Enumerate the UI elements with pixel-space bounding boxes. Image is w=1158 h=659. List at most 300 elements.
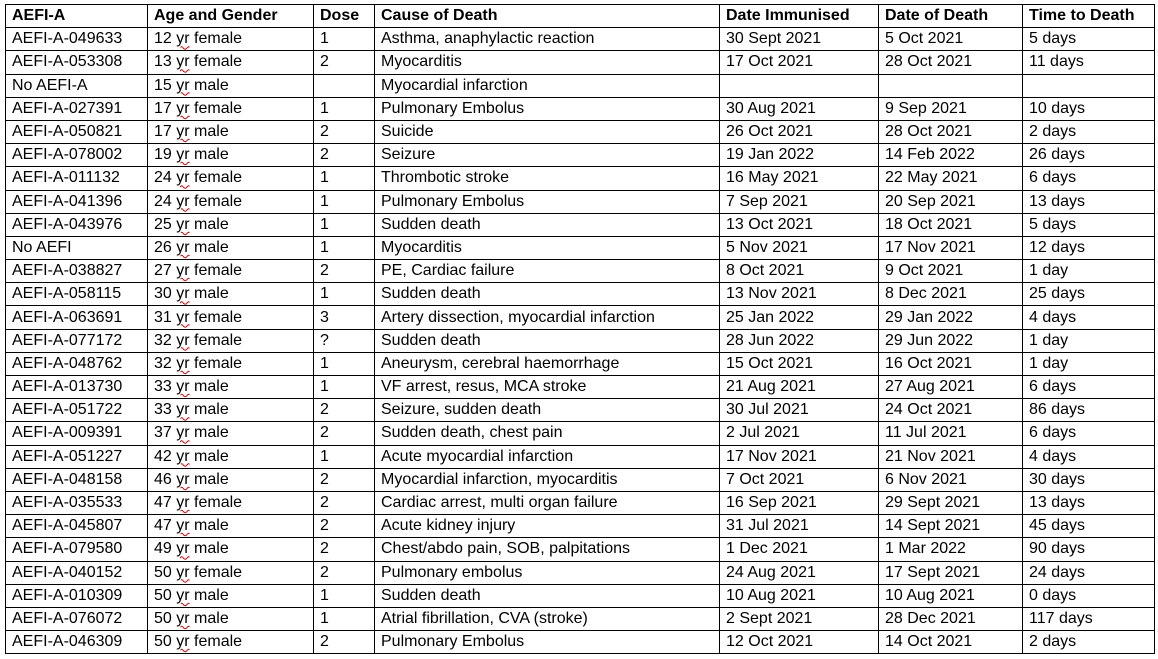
cell-aefi-id: AEFI-A-045807	[6, 515, 148, 538]
cell-aefi-id: AEFI-A-013730	[6, 376, 148, 399]
cell-cause: Seizure	[375, 144, 720, 167]
cell-cause: Sudden death, chest pain	[375, 422, 720, 445]
gender-value: male	[194, 424, 229, 442]
cell-cause: Acute myocardial infarction	[375, 445, 720, 468]
cell-age-gender	[148, 28, 314, 51]
cell-age-gender	[148, 538, 314, 561]
cell-dose: 1	[314, 445, 375, 468]
cell-cause: Sudden death	[375, 213, 720, 236]
gender-value: male	[194, 401, 229, 419]
cell-cause: Pulmonary embolus	[375, 561, 720, 584]
cell-date-immunised: 30 Aug 2021	[720, 97, 879, 120]
cell-dose: 2	[314, 515, 375, 538]
cell-date-of-death: 29 Jun 2022	[879, 329, 1023, 352]
cell-date-of-death: 1 Mar 2022	[879, 538, 1023, 561]
age-unit: yr	[176, 238, 190, 256]
cell-age-gender	[148, 607, 314, 630]
cell-cause: Sudden death	[375, 584, 720, 607]
cell-aefi-id: AEFI-A-048762	[6, 352, 148, 375]
cell-date-of-death: 17 Nov 2021	[879, 236, 1023, 259]
cell-aefi-id: AEFI-A-051722	[6, 399, 148, 422]
cell-age-gender	[148, 51, 314, 74]
table-row	[6, 538, 1155, 561]
age-unit: yr	[176, 633, 190, 651]
gender-value: female	[194, 633, 243, 651]
cell-age-gender	[148, 376, 314, 399]
cell-date-immunised: 2 Jul 2021	[720, 422, 879, 445]
cell-age-gender	[148, 631, 314, 654]
cell-age-gender	[148, 399, 314, 422]
cell-cause: PE, Cardiac failure	[375, 260, 720, 283]
cell-dose: 1	[314, 352, 375, 375]
gender-value: male	[194, 215, 229, 233]
cell-time-to-death: 6 days	[1023, 422, 1155, 445]
cell-cause: Chest/abdo pain, SOB, palpitations	[375, 538, 720, 561]
cell-time-to-death: 90 days	[1023, 538, 1155, 561]
cell-date-of-death: 20 Sep 2021	[879, 190, 1023, 213]
cell-date-immunised: 13 Oct 2021	[720, 213, 879, 236]
cell-date-immunised: 17 Oct 2021	[720, 51, 879, 74]
cell-time-to-death: 1 day	[1023, 329, 1155, 352]
cell-time-to-death: 1 day	[1023, 260, 1155, 283]
cell-date-of-death: 17 Sept 2021	[879, 561, 1023, 584]
age-value: 15	[154, 76, 172, 94]
cell-time-to-death: 6 days	[1023, 167, 1155, 190]
cell-cause: Pulmonary Embolus	[375, 190, 720, 213]
cell-date-immunised: 2 Sept 2021	[720, 607, 879, 630]
cell-dose: 1	[314, 607, 375, 630]
age-unit: yr	[176, 609, 190, 627]
cell-cause: Pulmonary Embolus	[375, 97, 720, 120]
cell-cause: Asthma, anaphylactic reaction	[375, 28, 720, 51]
cell-aefi-id: AEFI-A-041396	[6, 190, 148, 213]
gender-value: male	[194, 238, 229, 256]
age-value: 17	[154, 123, 172, 141]
cell-age-gender	[148, 260, 314, 283]
age-value: 50	[154, 563, 172, 581]
table-row	[6, 376, 1155, 399]
cell-date-of-death: 16 Oct 2021	[879, 352, 1023, 375]
age-unit: yr	[176, 517, 190, 535]
table-row	[6, 399, 1155, 422]
cell-age-gender	[148, 74, 314, 97]
age-value: 17	[154, 99, 172, 117]
table-row	[6, 260, 1155, 283]
table-row	[6, 515, 1155, 538]
cell-aefi-id: AEFI-A-079580	[6, 538, 148, 561]
cell-age-gender	[148, 584, 314, 607]
cell-age-gender	[148, 120, 314, 143]
cell-date-of-death	[879, 74, 1023, 97]
gender-value: female	[194, 494, 243, 512]
cell-age-gender	[148, 352, 314, 375]
cell-aefi-id: AEFI-A-043976	[6, 213, 148, 236]
age-unit: yr	[176, 285, 190, 303]
cell-aefi-id: AEFI-A-010309	[6, 584, 148, 607]
cell-aefi-id: AEFI-A-046309	[6, 631, 148, 654]
cell-cause: Myocarditis	[375, 236, 720, 259]
cell-cause: Cardiac arrest, multi organ failure	[375, 491, 720, 514]
cell-date-immunised: 5 Nov 2021	[720, 236, 879, 259]
cell-date-immunised: 10 Aug 2021	[720, 584, 879, 607]
cell-dose: 2	[314, 120, 375, 143]
age-unit: yr	[176, 215, 190, 233]
table-row	[6, 561, 1155, 584]
cell-time-to-death: 5 days	[1023, 213, 1155, 236]
gender-value: male	[194, 378, 229, 396]
cell-date-immunised: 19 Jan 2022	[720, 144, 879, 167]
age-value: 46	[154, 470, 172, 488]
header-dose: Dose	[314, 5, 375, 28]
cell-age-gender	[148, 236, 314, 259]
cell-aefi-id: AEFI-A-011132	[6, 167, 148, 190]
cell-date-of-death: 6 Nov 2021	[879, 468, 1023, 491]
age-value: 50	[154, 633, 172, 651]
cell-dose: 2	[314, 51, 375, 74]
cell-date-of-death: 5 Oct 2021	[879, 28, 1023, 51]
cell-cause: Artery dissection, myocardial infarction	[375, 306, 720, 329]
age-unit: yr	[176, 378, 190, 396]
table-row	[6, 468, 1155, 491]
age-value: 37	[154, 424, 172, 442]
cell-aefi-id: AEFI-A-078002	[6, 144, 148, 167]
age-value: 24	[154, 192, 172, 210]
table-row	[6, 491, 1155, 514]
cell-date-immunised: 16 May 2021	[720, 167, 879, 190]
cell-dose: 2	[314, 468, 375, 491]
cell-time-to-death: 2 days	[1023, 120, 1155, 143]
cell-time-to-death: 4 days	[1023, 306, 1155, 329]
cell-dose: 2	[314, 422, 375, 445]
gender-value: male	[194, 285, 229, 303]
age-value: 33	[154, 378, 172, 396]
table-row	[6, 213, 1155, 236]
table-row	[6, 445, 1155, 468]
age-value: 13	[154, 53, 172, 71]
cell-dose: 1	[314, 213, 375, 236]
cell-date-immunised: 31 Jul 2021	[720, 515, 879, 538]
cell-date-of-death: 14 Feb 2022	[879, 144, 1023, 167]
cell-dose: 1	[314, 236, 375, 259]
age-unit: yr	[176, 331, 190, 349]
age-value: 47	[154, 517, 172, 535]
age-value: 19	[154, 146, 172, 164]
cell-date-immunised: 7 Oct 2021	[720, 468, 879, 491]
gender-value: male	[194, 470, 229, 488]
age-unit: yr	[176, 401, 190, 419]
age-value: 25	[154, 215, 172, 233]
age-unit: yr	[176, 76, 190, 94]
cell-aefi-id: AEFI-A-049633	[6, 28, 148, 51]
table-row	[6, 74, 1155, 97]
table-row	[6, 352, 1155, 375]
gender-value: male	[194, 540, 229, 558]
cell-cause: Myocardial infarction, myocarditis	[375, 468, 720, 491]
cell-date-of-death: 24 Oct 2021	[879, 399, 1023, 422]
age-value: 27	[154, 262, 172, 280]
table-row	[6, 422, 1155, 445]
cell-aefi-id: AEFI-A-027391	[6, 97, 148, 120]
cell-date-immunised: 21 Aug 2021	[720, 376, 879, 399]
age-value: 32	[154, 331, 172, 349]
cell-date-of-death: 18 Oct 2021	[879, 213, 1023, 236]
cell-dose: 1	[314, 376, 375, 399]
table-row	[6, 631, 1155, 654]
cell-date-of-death: 29 Jan 2022	[879, 306, 1023, 329]
cell-age-gender	[148, 561, 314, 584]
cell-date-immunised	[720, 74, 879, 97]
cell-date-of-death: 28 Oct 2021	[879, 120, 1023, 143]
cell-age-gender	[148, 190, 314, 213]
cell-aefi-id: AEFI-A-050821	[6, 120, 148, 143]
age-unit: yr	[176, 146, 190, 164]
cell-cause: Atrial fibrillation, CVA (stroke)	[375, 607, 720, 630]
age-unit: yr	[176, 586, 190, 604]
cell-time-to-death: 25 days	[1023, 283, 1155, 306]
table-row	[6, 329, 1155, 352]
cell-dose: 1	[314, 190, 375, 213]
age-value: 26	[154, 238, 172, 256]
gender-value: male	[194, 586, 229, 604]
age-value: 50	[154, 586, 172, 604]
cell-aefi-id: AEFI-A-038827	[6, 260, 148, 283]
cell-time-to-death	[1023, 74, 1155, 97]
age-value: 49	[154, 540, 172, 558]
age-unit: yr	[176, 563, 190, 581]
table-row	[6, 28, 1155, 51]
cell-date-of-death: 21 Nov 2021	[879, 445, 1023, 468]
header-row	[6, 5, 1155, 28]
age-unit: yr	[176, 424, 190, 442]
cell-time-to-death: 4 days	[1023, 445, 1155, 468]
header-date-of-death: Date of Death	[879, 5, 1023, 28]
header-date-immunised: Date Immunised	[720, 5, 879, 28]
cell-date-immunised: 15 Oct 2021	[720, 352, 879, 375]
cell-cause: Seizure, sudden death	[375, 399, 720, 422]
cell-date-immunised: 16 Sep 2021	[720, 491, 879, 514]
header-aefi-a: AEFI-A	[6, 5, 148, 28]
cell-date-immunised: 13 Nov 2021	[720, 283, 879, 306]
cell-dose: 2	[314, 561, 375, 584]
cell-date-of-death: 8 Dec 2021	[879, 283, 1023, 306]
age-unit: yr	[176, 30, 190, 48]
cell-date-immunised: 28 Jun 2022	[720, 329, 879, 352]
cell-aefi-id: AEFI-A-051227	[6, 445, 148, 468]
age-value: 24	[154, 169, 172, 187]
age-value: 30	[154, 285, 172, 303]
cell-date-immunised: 17 Nov 2021	[720, 445, 879, 468]
cell-date-immunised: 8 Oct 2021	[720, 260, 879, 283]
cell-age-gender	[148, 213, 314, 236]
gender-value: female	[194, 30, 243, 48]
table-row	[6, 584, 1155, 607]
age-unit: yr	[176, 354, 190, 372]
table-row	[6, 236, 1155, 259]
table-row	[6, 120, 1155, 143]
header-cause: Cause of Death	[375, 5, 720, 28]
age-value: 42	[154, 447, 172, 465]
cell-dose: ?	[314, 329, 375, 352]
cell-date-immunised: 1 Dec 2021	[720, 538, 879, 561]
cell-time-to-death: 0 days	[1023, 584, 1155, 607]
age-unit: yr	[176, 99, 190, 117]
cell-date-of-death: 28 Oct 2021	[879, 51, 1023, 74]
cell-dose: 1	[314, 584, 375, 607]
cell-time-to-death: 5 days	[1023, 28, 1155, 51]
cell-date-of-death: 29 Sept 2021	[879, 491, 1023, 514]
cell-time-to-death: 2 days	[1023, 631, 1155, 654]
cell-cause: Sudden death	[375, 329, 720, 352]
cell-aefi-id: AEFI-A-048158	[6, 468, 148, 491]
age-unit: yr	[176, 192, 190, 210]
cell-time-to-death: 13 days	[1023, 190, 1155, 213]
age-unit: yr	[176, 540, 190, 558]
cell-age-gender	[148, 445, 314, 468]
cell-cause: Aneurysm, cerebral haemorrhage	[375, 352, 720, 375]
gender-value: male	[194, 123, 229, 141]
gender-value: female	[194, 262, 243, 280]
table-row	[6, 144, 1155, 167]
age-value: 32	[154, 354, 172, 372]
gender-value: male	[194, 146, 229, 164]
cell-cause: Pulmonary Embolus	[375, 631, 720, 654]
cell-age-gender	[148, 283, 314, 306]
cell-dose: 1	[314, 97, 375, 120]
cell-time-to-death: 86 days	[1023, 399, 1155, 422]
cell-cause: Thrombotic stroke	[375, 167, 720, 190]
cell-time-to-death: 10 days	[1023, 97, 1155, 120]
cell-age-gender	[148, 515, 314, 538]
age-value: 31	[154, 308, 172, 326]
cell-age-gender	[148, 167, 314, 190]
cell-time-to-death: 12 days	[1023, 236, 1155, 259]
cell-age-gender	[148, 468, 314, 491]
cell-dose: 3	[314, 306, 375, 329]
cell-date-of-death: 11 Jul 2021	[879, 422, 1023, 445]
age-value: 47	[154, 494, 172, 512]
gender-value: female	[194, 192, 243, 210]
gender-value: female	[194, 331, 243, 349]
age-value: 12	[154, 30, 172, 48]
aefi-deaths-table	[5, 4, 1155, 654]
age-unit: yr	[176, 53, 190, 71]
cell-age-gender	[148, 144, 314, 167]
gender-value: male	[194, 76, 229, 94]
table-row	[6, 190, 1155, 213]
age-value: 50	[154, 609, 172, 627]
table-row	[6, 51, 1155, 74]
age-unit: yr	[176, 308, 190, 326]
cell-aefi-id: AEFI-A-077172	[6, 329, 148, 352]
header-age-gender: Age and Gender	[148, 5, 314, 28]
gender-value: female	[194, 99, 243, 117]
gender-value: male	[194, 517, 229, 535]
cell-dose: 2	[314, 538, 375, 561]
table-row	[6, 97, 1155, 120]
cell-cause: Myocardial infarction	[375, 74, 720, 97]
age-unit: yr	[176, 169, 190, 187]
cell-cause: Acute kidney injury	[375, 515, 720, 538]
cell-cause: Suicide	[375, 120, 720, 143]
cell-aefi-id: No AEFI-A	[6, 74, 148, 97]
cell-date-immunised: 25 Jan 2022	[720, 306, 879, 329]
cell-dose	[314, 74, 375, 97]
cell-time-to-death: 11 days	[1023, 51, 1155, 74]
cell-date-immunised: 30 Jul 2021	[720, 399, 879, 422]
gender-value: male	[194, 609, 229, 627]
cell-date-immunised: 12 Oct 2021	[720, 631, 879, 654]
cell-date-of-death: 14 Oct 2021	[879, 631, 1023, 654]
table-row	[6, 306, 1155, 329]
cell-date-of-death: 9 Oct 2021	[879, 260, 1023, 283]
cell-age-gender	[148, 329, 314, 352]
age-unit: yr	[176, 262, 190, 280]
cell-aefi-id: No AEFI	[6, 236, 148, 259]
cell-date-immunised: 24 Aug 2021	[720, 561, 879, 584]
cell-aefi-id: AEFI-A-058115	[6, 283, 148, 306]
cell-age-gender	[148, 491, 314, 514]
table-row	[6, 607, 1155, 630]
cell-time-to-death: 26 days	[1023, 144, 1155, 167]
cell-age-gender	[148, 306, 314, 329]
cell-dose: 2	[314, 491, 375, 514]
gender-value: female	[194, 354, 243, 372]
cell-time-to-death: 30 days	[1023, 468, 1155, 491]
cell-aefi-id: AEFI-A-040152	[6, 561, 148, 584]
age-unit: yr	[176, 123, 190, 141]
cell-time-to-death: 117 days	[1023, 607, 1155, 630]
cell-age-gender	[148, 422, 314, 445]
cell-time-to-death: 45 days	[1023, 515, 1155, 538]
age-unit: yr	[176, 470, 190, 488]
cell-date-of-death: 10 Aug 2021	[879, 584, 1023, 607]
cell-aefi-id: AEFI-A-053308	[6, 51, 148, 74]
cell-cause: Myocarditis	[375, 51, 720, 74]
cell-age-gender	[148, 97, 314, 120]
gender-value: female	[194, 563, 243, 581]
cell-cause: VF arrest, resus, MCA stroke	[375, 376, 720, 399]
cell-date-of-death: 22 May 2021	[879, 167, 1023, 190]
age-unit: yr	[176, 494, 190, 512]
cell-date-immunised: 26 Oct 2021	[720, 120, 879, 143]
cell-aefi-id: AEFI-A-035533	[6, 491, 148, 514]
cell-dose: 1	[314, 167, 375, 190]
cell-date-of-death: 27 Aug 2021	[879, 376, 1023, 399]
cell-dose: 2	[314, 399, 375, 422]
gender-value: male	[194, 447, 229, 465]
cell-dose: 1	[314, 283, 375, 306]
gender-value: female	[194, 169, 243, 187]
cell-time-to-death: 6 days	[1023, 376, 1155, 399]
cell-dose: 1	[314, 28, 375, 51]
header-time-to-death: Time to Death	[1023, 5, 1155, 28]
cell-cause: Sudden death	[375, 283, 720, 306]
table-row	[6, 167, 1155, 190]
cell-dose: 2	[314, 144, 375, 167]
cell-date-of-death: 28 Dec 2021	[879, 607, 1023, 630]
cell-time-to-death: 1 day	[1023, 352, 1155, 375]
age-value: 33	[154, 401, 172, 419]
cell-dose: 2	[314, 260, 375, 283]
cell-date-of-death: 9 Sep 2021	[879, 97, 1023, 120]
table-row	[6, 283, 1155, 306]
cell-date-of-death: 14 Sept 2021	[879, 515, 1023, 538]
gender-value: female	[194, 308, 243, 326]
cell-time-to-death: 24 days	[1023, 561, 1155, 584]
cell-aefi-id: AEFI-A-076072	[6, 607, 148, 630]
age-unit: yr	[176, 447, 190, 465]
cell-aefi-id: AEFI-A-009391	[6, 422, 148, 445]
